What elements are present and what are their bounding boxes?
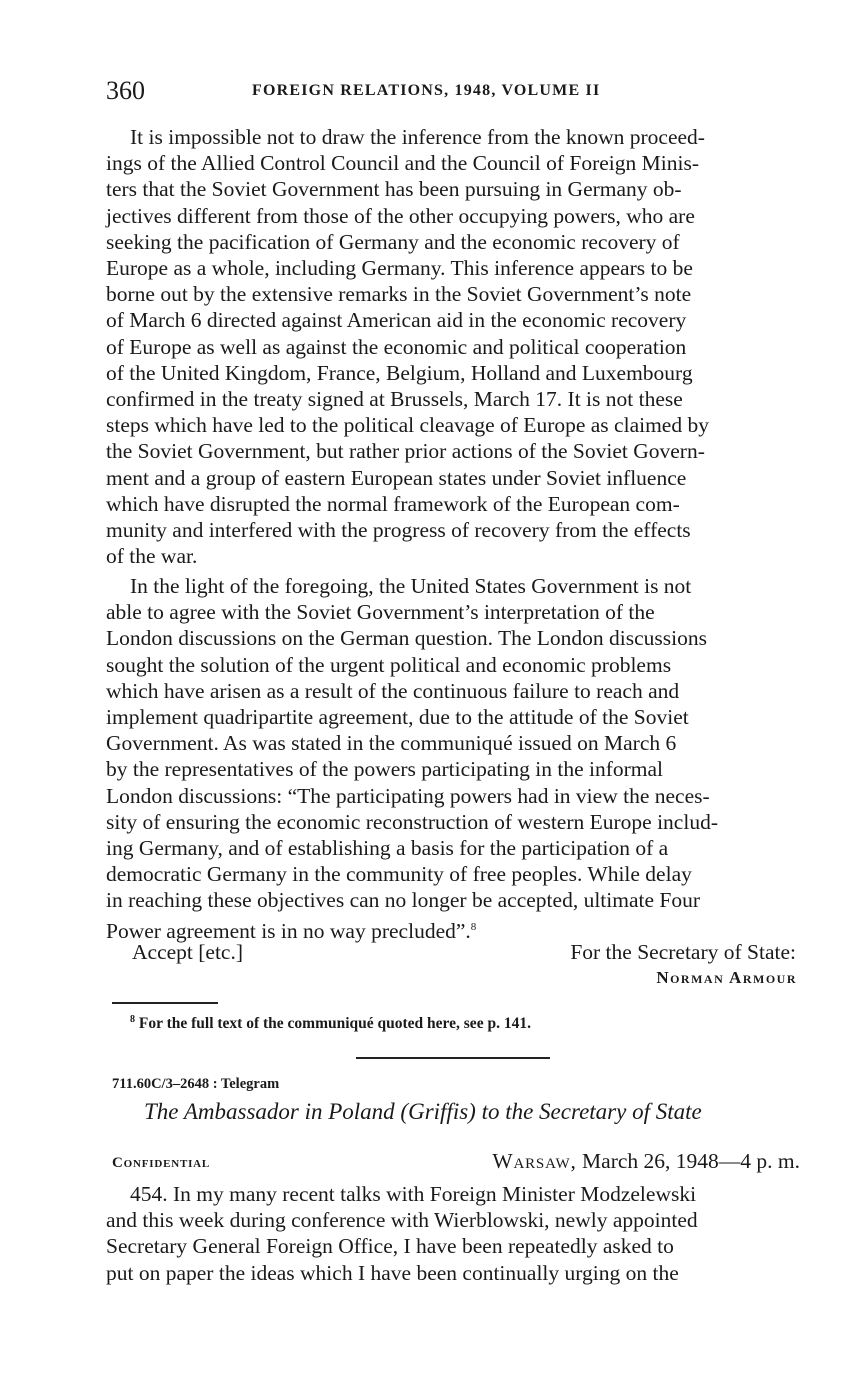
text-line: Secretary General Foreign Office, I have been repeatedly asked to <box>106 1234 674 1259</box>
text-line: ters that the Soviet Government has been pursuing in Germany ob- <box>106 177 682 202</box>
text-line: Europe as a whole, including Germany. This inference appears to be <box>106 256 693 281</box>
text-line: which have arisen as a result of the continuous failure to reach and <box>106 678 680 703</box>
text-line: in reaching these objectives can no longer be accepted, ultimate Four <box>106 888 701 913</box>
complimentary-close: Accept [etc.] <box>132 940 244 964</box>
text-line: confirmed in the treaty signed at Brussels, March 17. It is not these <box>106 387 683 412</box>
text-line: ment and a group of eastern European states under Soviet influence <box>106 465 687 490</box>
signature-line: For the Secretary of State: <box>570 940 796 964</box>
text-line: by the representatives of the powers participating in the informal <box>106 757 664 782</box>
text-line: London discussions on the German question. The London discussions <box>106 626 707 651</box>
footnote-text: For the full text of the communiqué quoted here, see p. 141. <box>138 1015 531 1033</box>
text-line: of the war. <box>106 544 198 569</box>
closing-row <box>106 940 796 970</box>
text-line: borne out by the extensive remarks in the Soviet Government’s note <box>106 282 692 307</box>
text-line: ings of the Allied Control Council and the Council of Foreign Minis- <box>106 151 699 176</box>
page-header <box>106 76 796 110</box>
document-title: The Ambassador in Poland (Griffis) to the Secretary of State <box>144 1099 702 1124</box>
telegram-body <box>106 1181 796 1286</box>
text-line: It is impossible not to draw the inference from the known proceed- <box>130 125 705 149</box>
text-line: In the light of the foregoing, the United States Government is not <box>130 574 692 598</box>
text-line: steps which have led to the political cleavage of Europe as claimed by <box>106 413 709 438</box>
text-line: democratic Germany in the community of free peoples. While delay <box>106 862 692 887</box>
paragraph-london-discussions <box>106 573 796 944</box>
page-number: 360 <box>106 76 145 105</box>
dateline-date: March 26, 1948—4 p. m. <box>582 1149 800 1173</box>
text-line-content: Power agreement is in no way precluded”. <box>106 918 471 943</box>
text-line: Government. As was stated in the communiqué issued on March 6 <box>106 731 677 756</box>
text-line: London discussions: “The participating powers had in view the neces- <box>106 783 710 808</box>
text-line: seeking the pacification of Germany and the economic recovery of <box>106 229 680 254</box>
running-head: FOREIGN RELATIONS, 1948, VOLUME II <box>252 82 601 99</box>
text-line: 454. In my many recent talks with Foreign Minister Modzelewski <box>130 1182 697 1206</box>
text-line: of Europe as well as against the economic and political cooperation <box>106 334 687 359</box>
text-line: put on paper the ideas which I have been continually urging on the <box>106 1260 679 1285</box>
classification-label: Confidential <box>112 1155 211 1171</box>
footnote-divider <box>112 1002 218 1004</box>
dateline <box>492 1149 800 1174</box>
text-line: sity of ensuring the economic reconstruction of western Europe includ- <box>106 809 718 834</box>
text-line: and this week during conference with Wierblowski, newly appointed <box>106 1208 698 1233</box>
file-reference: 711.60C/3–2648 : Telegram <box>112 1076 280 1092</box>
text-line: sought the solution of the urgent political and economic problems <box>106 652 672 677</box>
text-line: jectives different from those of the other occupying powers, who are <box>106 203 695 228</box>
dateline-place: Warsaw, <box>492 1149 577 1173</box>
footnote-reference: 8 <box>470 920 477 933</box>
classification-row <box>112 1149 800 1179</box>
text-line: the Soviet Government, but rather prior actions of the Soviet Govern- <box>106 439 705 464</box>
text-line: which have disrupted the normal framework of the European com- <box>106 491 680 516</box>
footnote <box>130 1014 531 1033</box>
text-line: able to agree with the Soviet Government’s interpretation of the <box>106 600 655 625</box>
text-line: of March 6 directed against American aid in the economic recovery <box>106 308 687 333</box>
text-line: of the United Kingdom, France, Belgium, Holland and Luxembourg <box>106 360 693 385</box>
text-line: ing Germany, and of establishing a basis for the participation of a <box>106 836 669 861</box>
footnote-marker: 8 <box>130 1014 135 1025</box>
text-line: munity and interfered with the progress of recovery from the effects <box>106 518 691 543</box>
signer-name: Norman Armour <box>656 968 797 987</box>
paragraph-soviet-objectives <box>106 124 796 569</box>
text-line: implement quadripartite agreement, due to the attitude of the Soviet <box>106 705 689 730</box>
section-divider <box>356 1057 550 1059</box>
